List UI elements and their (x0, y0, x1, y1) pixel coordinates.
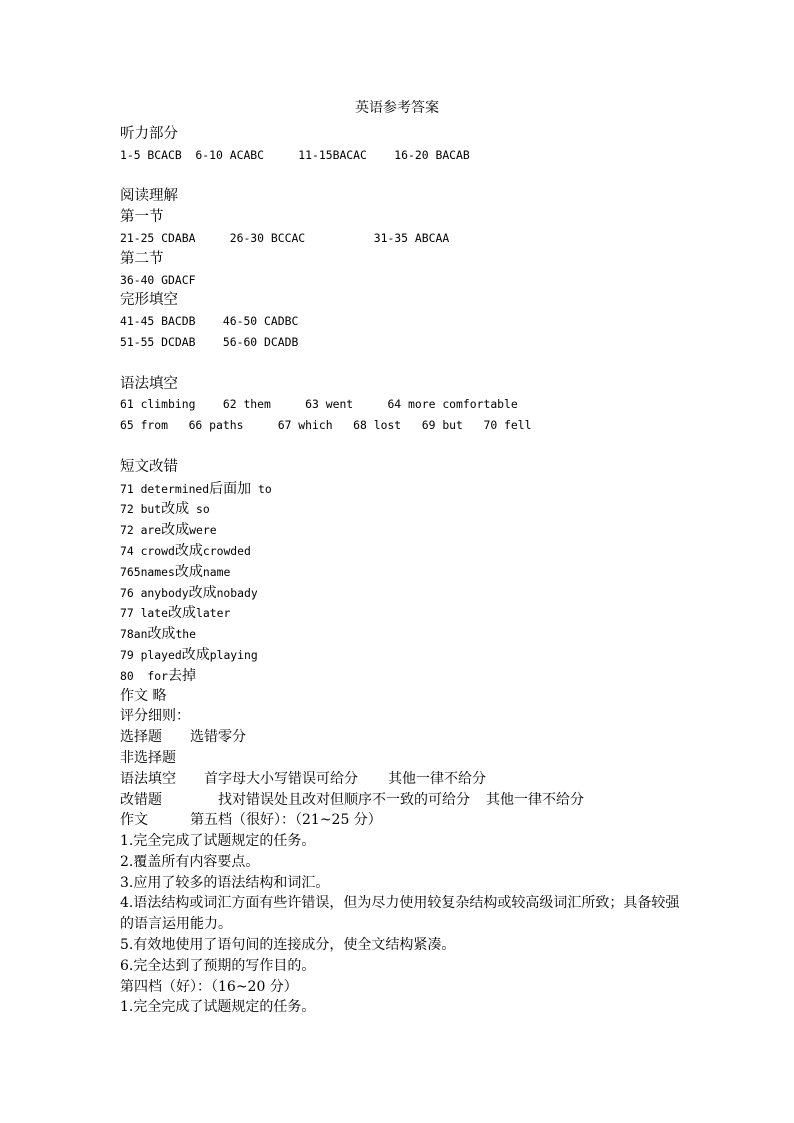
reading-section2-answers: 36-40 GDACF (120, 272, 196, 287)
level5-item: 6.完全达到了预期的写作目的。 (120, 957, 316, 974)
grammar-answers-line1: 61 climbing 62 them 63 went 64 more comfortable (120, 397, 518, 412)
writing-note: 作文 略 (120, 687, 167, 704)
level5-item: 4.语法结构或词汇方面有些许错误，但为尽力使用较复杂结构或较高级词汇所致；具备较强的语言运用能力。 (120, 895, 680, 933)
document-body (120, 124, 680, 1018)
reading-heading: 阅读理解 (120, 188, 178, 205)
grammar-heading: 语法填空 (120, 375, 178, 392)
correction-item: 77 late改成later (120, 605, 231, 622)
correction-heading: 短文改错 (120, 458, 178, 475)
scoring-correction: 改错题 找对错误处且改对但顺序不一致的可给分 其他一律不给分 (120, 791, 584, 808)
reading-section2-heading: 第二节 (120, 250, 164, 267)
listening-answers: 1-5 BCACB 6-10 ACABC 11-15BACAC 16-20 BACAB (120, 147, 470, 162)
correction-item: 76 anybody改成nobady (120, 584, 258, 601)
correction-item: 72 but改成 so (120, 501, 210, 518)
correction-item: 71 determined后面加 to (120, 480, 272, 497)
scoring-heading: 评分细则： (120, 708, 190, 725)
listening-heading: 听力部分 (120, 126, 178, 142)
cloze-answers-line1: 41-45 BACDB 46-50 CADBC (120, 314, 299, 329)
correction-item: 80 for去掉 (120, 667, 197, 684)
correction-item: 72 are改成were (120, 522, 217, 539)
level5-item: 3.应用了较多的语法结构和词汇。 (120, 874, 330, 891)
scoring-choice: 选择题 选错零分 (120, 729, 246, 746)
document-title: 英语参考答案 (355, 100, 439, 116)
scoring-writing: 作文 第五档（很好）：（21~25 分） (120, 812, 382, 829)
level5-item: 5.有效地使用了语句间的连接成分，使全文结构紧凑。 (120, 937, 456, 954)
correction-item: 765names改成name (120, 563, 231, 580)
level4-item: 1.完全完成了试题规定的任务。 (120, 999, 316, 1016)
correction-item: 74 crowd改成crowded (120, 542, 251, 559)
scoring-non-choice: 非选择题 (120, 749, 176, 766)
level5-item: 1.完全完成了试题规定的任务。 (120, 833, 316, 850)
correction-item: 78an改成the (120, 626, 197, 643)
correction-item: 79 played改成playing (120, 646, 258, 663)
cloze-heading: 完形填空 (120, 292, 178, 309)
reading-section1-answers: 21-25 CDABA 26-30 BCCAC 31-35 ABCAA (120, 230, 450, 245)
level4-heading: 第四档（好）：（16~20 分） (120, 978, 298, 995)
level5-item: 2.覆盖所有内容要点。 (120, 853, 260, 870)
reading-section1-heading: 第一节 (120, 209, 164, 226)
scoring-grammar: 语法填空 首字母大小写错误可给分 其他一律不给分 (120, 770, 486, 787)
cloze-answers-line2: 51-55 DCDAB 56-60 DCADB (120, 334, 299, 349)
grammar-answers-line2: 65 from 66 paths 67 which 68 lost 69 but 70 fell (120, 418, 532, 433)
